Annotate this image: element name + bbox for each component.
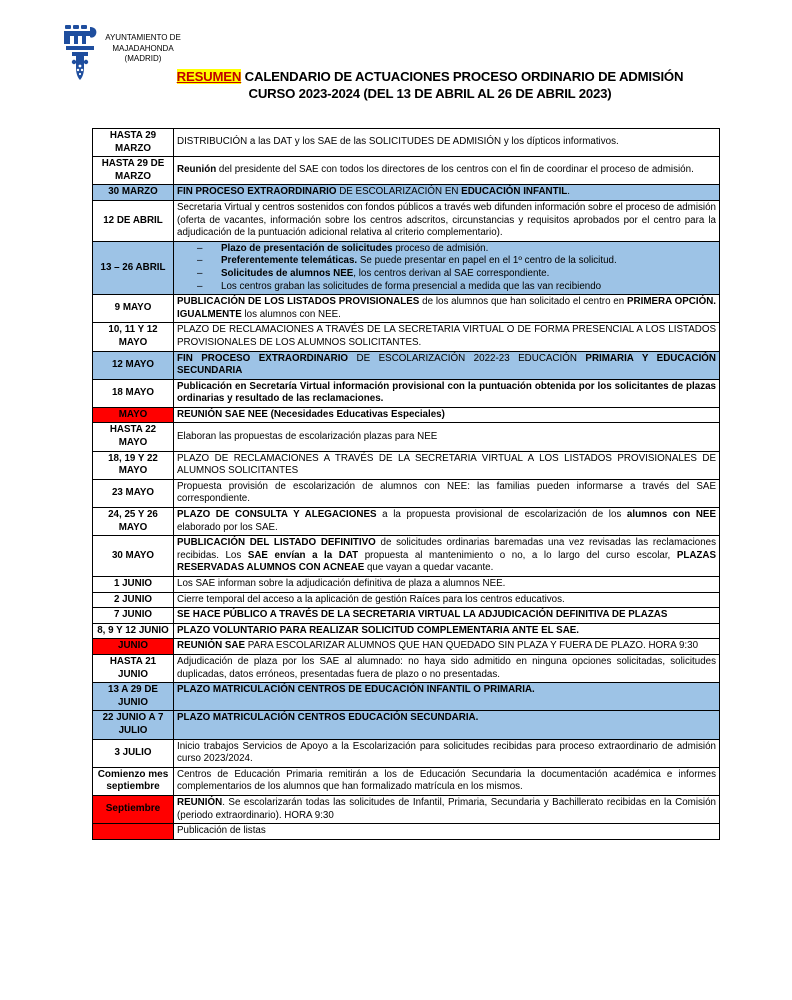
- text-segment: PLAZO VOLUNTARIO PARA REALIZAR SOLICITUD COMPLEMENTARIA ANTE EL SAE.: [177, 624, 580, 636]
- text-segment: REUNIÓN: [177, 796, 223, 808]
- table-row: [93, 407, 720, 423]
- description-cell: [174, 683, 720, 711]
- list-item: [221, 255, 716, 268]
- text-segment: PLAZO MATRICULACIÓN CENTROS EDUCACIÓN SECUNDARIA.: [177, 712, 479, 724]
- description-cell: [174, 200, 720, 241]
- table-row: [93, 711, 720, 739]
- text-segment: REUNIÓN SAE NEE (Necesidades Educativas Especiales): [177, 408, 445, 420]
- date-cell: 2 JUNIO: [93, 592, 174, 608]
- description-cell: [174, 536, 720, 577]
- text-segment: Los SAE informan sobre la adjudicación definitiva de plaza a alumnos NEE.: [177, 578, 506, 589]
- text-segment: PLAZO DE RECLAMACIONES A TRAVÉS DE LA SECRETARIA VIRTUAL O DE FORMA PRESENCIAL A LOS LISTADOS PROVISIONALES DE LOS ALUMNOS SOLICITANTES.: [177, 324, 716, 348]
- text-segment: SAE envían a la DAT: [247, 549, 359, 561]
- list-item: [221, 268, 716, 281]
- text-segment: DE ESCOLARIZACIÓN 2022-23 EDUCACIÓN: [348, 352, 586, 364]
- text-segment: PUBLICACIÓN DE LOS LISTADOS PROVISIONALES: [177, 296, 420, 308]
- date-cell: 18, 19 Y 22 MAYO: [93, 451, 174, 479]
- text-segment: Los centros graban las solicitudes de forma presencial a medida que las van recibiendo: [221, 280, 602, 292]
- description-cell: [174, 479, 720, 507]
- text-segment: a la propuesta provisional de escolarización de los: [376, 509, 627, 521]
- text-segment: DISTRIBUCIÓN a las DAT y los SAE de las SOLICITUDES DE ADMISIÓN y los dípticos informativos.: [177, 136, 619, 148]
- text-segment: PLAZO DE CONSULTA Y ALEGACIONES: [177, 509, 377, 521]
- date-cell: Septiembre: [93, 795, 174, 823]
- date-cell: Comienzo mes septiembre: [93, 767, 174, 795]
- municipal-logo: [62, 22, 100, 84]
- title-highlight: RESUMEN: [176, 69, 242, 84]
- description-cell: [174, 795, 720, 823]
- text-segment: PARA ESCOLARIZAR ALUMNOS QUE HAN QUEDADO SIN PLAZA Y FUERA DE PLAZO. HORA 9:30: [245, 640, 699, 652]
- table-row: [93, 536, 720, 577]
- date-cell: 30 MAYO: [93, 536, 174, 577]
- date-cell: 1 JUNIO: [93, 577, 174, 593]
- date-cell: 13 A 29 DE JUNIO: [93, 683, 174, 711]
- description-cell: [174, 157, 720, 185]
- date-cell: 12 DE ABRIL: [93, 200, 174, 241]
- description-cell: [174, 824, 720, 840]
- text-segment: propuesta al mantenimiento o no, a lo largo del curso escolar,: [358, 549, 677, 561]
- text-segment: Adjudicación de plaza por los SAE al alumnado: no haya sido admitido en ninguna opciones solicitadas, solicitudes duplicadas, datos erróneos, presentadas fuera de plazo o no presentadas.: [177, 655, 716, 680]
- text-segment: .: [567, 186, 571, 198]
- description-cell: [174, 639, 720, 655]
- text-segment: . Se escolarizarán todas las solicitudes de Infantil, Primaria, Secundaria y Bachillerato recibidas en la Comisión (periodo extraordinario). HORA 9:30: [177, 796, 716, 821]
- description-cell: [174, 323, 720, 351]
- text-segment: SE HACE PÚBLICO A TRAVÉS DE LA SECRETARIA VIRTUAL LA ADJUDICACIÓN DEFINITIVA DE PLAZAS: [177, 609, 668, 621]
- description-cell: [174, 577, 720, 593]
- text-segment: PRIMARIA Y EDUCACIÓN SECUNDARIA: [177, 352, 716, 377]
- description-cell: [174, 654, 720, 682]
- description-cell: [174, 711, 720, 739]
- text-segment: elaborado por los SAE.: [177, 521, 278, 533]
- table-row: [93, 351, 720, 379]
- date-cell: 22 JUNIO A 7 JULIO: [93, 711, 174, 739]
- description-cell: [174, 407, 720, 423]
- description-cell: [174, 295, 720, 323]
- table-row: [93, 508, 720, 536]
- table-row: [93, 654, 720, 682]
- date-cell: 18 MAYO: [93, 379, 174, 407]
- date-cell: 10, 11 Y 12 MAYO: [93, 323, 174, 351]
- description-cell: [174, 592, 720, 608]
- list-item: [221, 243, 716, 256]
- table-row: [93, 623, 720, 639]
- text-segment: Secretaria Virtual y centros sostenidos con fondos públicos a través web difunden información sobre el proceso de admisión (oferta de vacantes, información sobre los centros adscritos, circunstancias y requisitos aprobados por el centro para la adjudicación de la puntuación adicional relativa al criterio complementario).: [177, 201, 716, 239]
- table-row: [93, 323, 720, 351]
- text-segment: , los centros derivan al SAE correspondiente.: [353, 267, 550, 279]
- document-title: [120, 68, 740, 102]
- table-row: [93, 451, 720, 479]
- date-cell: JUNIO: [93, 639, 174, 655]
- date-cell: 12 MAYO: [93, 351, 174, 379]
- table-row: [93, 200, 720, 241]
- list-item: [221, 281, 716, 294]
- date-cell: 30 MARZO: [93, 185, 174, 201]
- table-row: [93, 129, 720, 157]
- text-segment: REUNIÓN SAE: [177, 640, 246, 652]
- description-cell: [174, 451, 720, 479]
- description-cell: [174, 423, 720, 451]
- table-row: [93, 683, 720, 711]
- table-row: [93, 379, 720, 407]
- table-row: [93, 157, 720, 185]
- text-segment: alumnos con NEE: [626, 509, 716, 521]
- text-segment: Propuesta provisión de escolarización de alumnos con NEE: las familias pueden informarse a través del SAE correspondiente.: [177, 480, 716, 505]
- text-segment: Solicitudes de alumnos NEE: [221, 267, 354, 279]
- table-row: [93, 577, 720, 593]
- table-row: [93, 423, 720, 451]
- text-segment: de solicitudes ordinarias baremadas una vez revisadas las reclamaciones recibidas. Los: [177, 537, 717, 561]
- description-cell: [174, 508, 720, 536]
- table-row: [93, 608, 720, 624]
- date-cell: HASTA 29 DE MARZO: [93, 157, 174, 185]
- description-cell: [174, 608, 720, 624]
- table-row: [93, 295, 720, 323]
- text-segment: Centros de Educación Primaria remitirán a los de Educación Secundaria la documentación académica e informes complementarios de los alumnos que han formalizado matrícula en los mismos.: [177, 768, 716, 793]
- text-segment: PLAZAS RESERVADAS ALUMNOS CON ACNEAE: [177, 549, 717, 574]
- date-cell: 7 JUNIO: [93, 608, 174, 624]
- text-segment: EDUCACIÓN INFANTIL: [461, 186, 568, 198]
- org-line: AYUNTAMIENTO DE: [105, 33, 181, 42]
- title-line-2: CURSO 2023-2024 (DEL 13 DE ABRIL AL 26 DE ABRIL 2023): [248, 86, 612, 101]
- text-segment: Preferentemente telemáticas.: [221, 255, 358, 267]
- text-segment: PLAZO DE RECLAMACIONES A TRAVÉS DE LA SECRETARIA VIRTUAL A LOS LISTADOS PROVISIONALES DE ALUMNOS SOLICITANTES: [177, 452, 716, 477]
- date-cell: 8, 9 Y 12 JUNIO: [93, 623, 174, 639]
- description-cell: [174, 185, 720, 201]
- description-cell: [174, 241, 720, 294]
- table-row: [93, 739, 720, 767]
- text-segment: Se puede presentar en papel en el 1º centro de la solicitud.: [357, 255, 617, 267]
- table-row: [93, 824, 720, 840]
- text-segment: Elaboran las propuestas de escolarización plazas para NEE: [177, 430, 438, 442]
- date-cell: HASTA 29 MARZO: [93, 129, 174, 157]
- org-line: MAJADAHONDA: [112, 43, 174, 53]
- bullet-list: [177, 243, 716, 293]
- text-segment: de los alumnos que han solicitado el centro en: [419, 296, 628, 308]
- text-segment: DE ESCOLARIZACIÓN EN: [336, 186, 462, 198]
- description-cell: [174, 379, 720, 407]
- description-cell: [174, 351, 720, 379]
- table-row: [93, 592, 720, 608]
- table-row: [93, 639, 720, 655]
- text-segment: los alumnos con NEE.: [241, 308, 341, 320]
- text-segment: Cierre temporal del acceso a la aplicación de gestión Raíces para los centros educativos.: [177, 593, 565, 605]
- table-row: [93, 241, 720, 294]
- text-segment: del presidente del SAE con todos los directores de los centros con el fin de coordinar el proceso de admisión.: [216, 164, 694, 176]
- description-cell: [174, 739, 720, 767]
- date-cell: HASTA 21 JUNIO: [93, 654, 174, 682]
- text-segment: Reunión: [177, 164, 217, 176]
- date-cell: 3 JULIO: [93, 739, 174, 767]
- text-segment: PUBLICACIÓN DEL LISTADO DEFINITIVO: [177, 537, 376, 549]
- table-row: [93, 185, 720, 201]
- text-segment: Publicación en Secretaría Virtual información provisional con la puntuación obtenida por los solicitantes de plazas ordinarias y resultado de las reclamaciones.: [177, 380, 716, 405]
- date-cell: [93, 824, 174, 840]
- text-segment: FIN PROCESO EXTRAORDINARIO: [177, 352, 349, 364]
- text-segment: que vayan a quedar vacante.: [364, 562, 494, 574]
- text-segment: proceso de admisión.: [392, 242, 489, 254]
- date-cell: HASTA 22 MAYO: [93, 423, 174, 451]
- description-cell: [174, 129, 720, 157]
- table-row: [93, 767, 720, 795]
- table-row: [93, 479, 720, 507]
- date-cell: 13 – 26 ABRIL: [93, 241, 174, 294]
- title-line-1: CALENDARIO DE ACTUACIONES PROCESO ORDINARIO DE ADMISIÓN: [241, 69, 684, 84]
- description-cell: [174, 623, 720, 639]
- text-segment: Publicación de listas: [177, 825, 266, 837]
- description-cell: [174, 767, 720, 795]
- date-cell: 24, 25 Y 26 MAYO: [93, 508, 174, 536]
- text-segment: PRIMERA OPCIÓN. IGUALMENTE: [177, 296, 716, 320]
- date-cell: 9 MAYO: [93, 295, 174, 323]
- date-cell: MAYO: [93, 407, 174, 423]
- text-segment: Plazo de presentación de solicitudes: [221, 242, 393, 254]
- table-row: [93, 795, 720, 823]
- date-cell: 23 MAYO: [93, 479, 174, 507]
- text-segment: PLAZO MATRICULACIÓN CENTROS DE EDUCACIÓN INFANTIL O PRIMARIA.: [177, 684, 535, 696]
- text-segment: FIN PROCESO EXTRAORDINARIO: [177, 186, 337, 198]
- text-segment: Inicio trabajos Servicios de Apoyo a la Escolarización para solicitudes recibidas para proceso extraordinario de admisión curso 2023/2024.: [177, 740, 716, 765]
- organization-name: [103, 33, 183, 65]
- calendar-table: [92, 128, 720, 840]
- org-line: (MADRID): [124, 54, 162, 63]
